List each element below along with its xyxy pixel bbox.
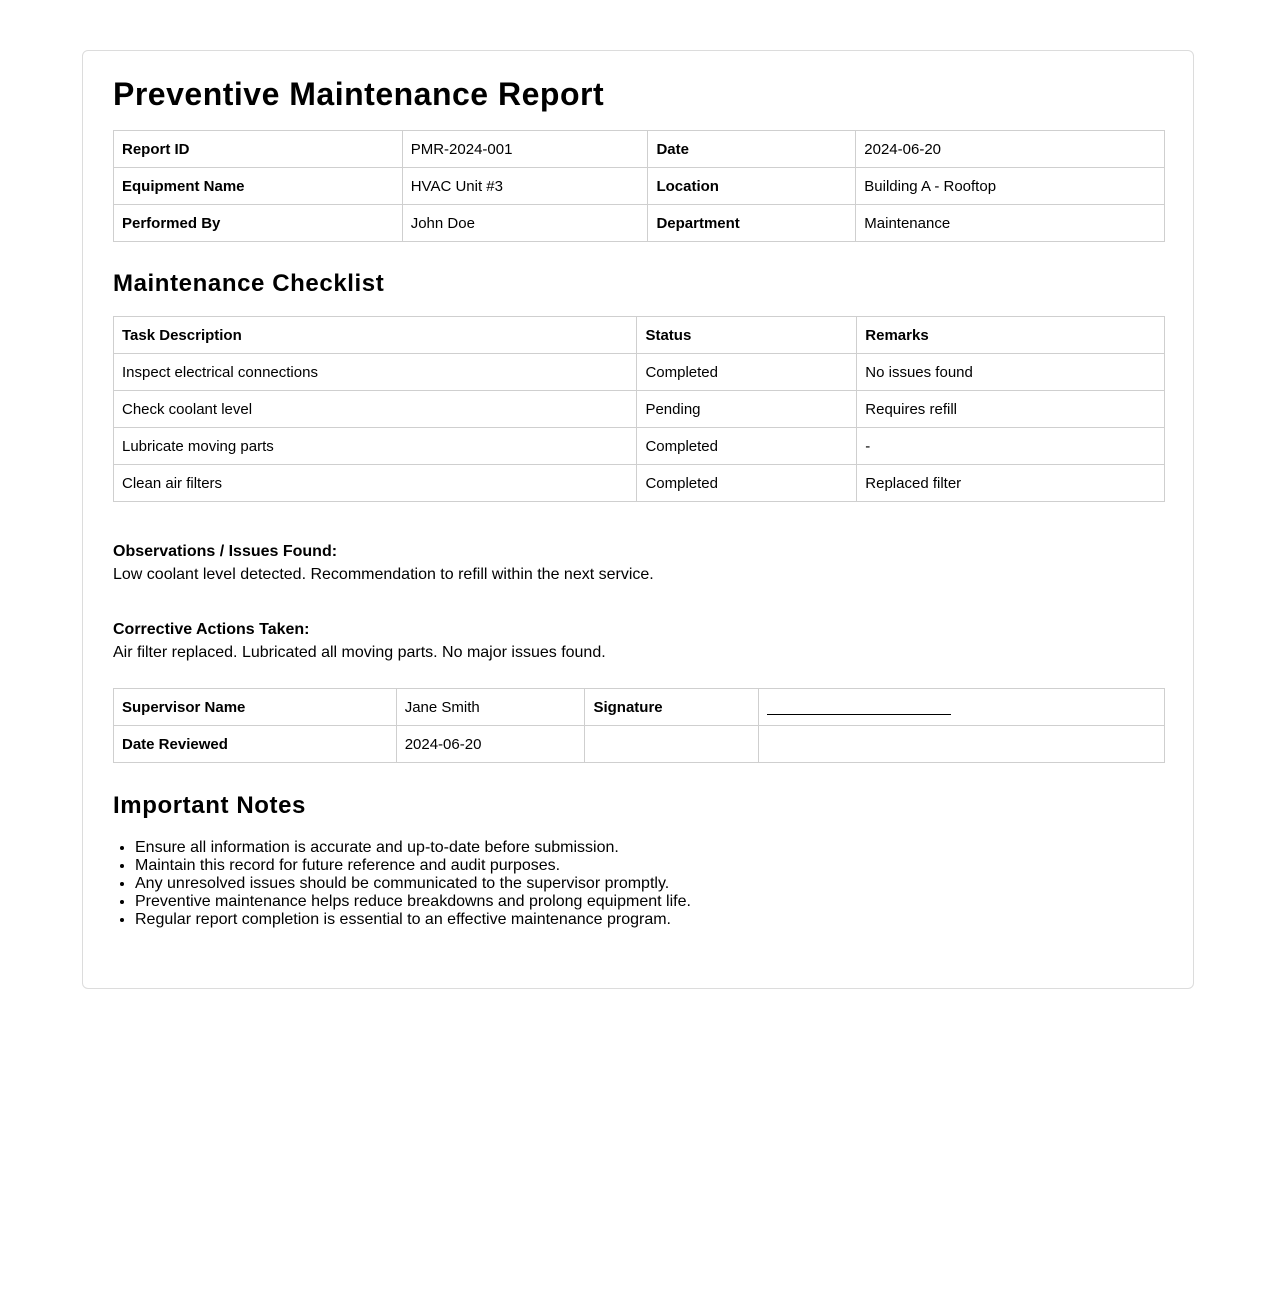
column-header-status: Status xyxy=(637,317,857,354)
empty-cell xyxy=(759,726,1165,763)
status-cell: Pending xyxy=(637,391,857,428)
date-label: Date xyxy=(648,131,856,168)
date-reviewed-label: Date Reviewed xyxy=(114,726,397,763)
table-row xyxy=(114,689,1165,726)
remarks-cell: Replaced filter xyxy=(857,465,1165,502)
report-card xyxy=(82,50,1194,989)
table-row xyxy=(114,205,1165,242)
corrective-actions-section xyxy=(113,618,1163,664)
status-cell: Completed xyxy=(637,465,857,502)
table-row xyxy=(114,131,1165,168)
status-cell: Completed xyxy=(637,354,857,391)
notes-heading: Important Notes xyxy=(113,792,307,819)
table-row xyxy=(114,428,1165,465)
table-row xyxy=(114,391,1165,428)
department-value: Maintenance xyxy=(856,205,1165,242)
table-row xyxy=(114,168,1165,205)
status-cell: Completed xyxy=(637,428,857,465)
column-header-task: Task Description xyxy=(114,317,637,354)
supervisor-value: Jane Smith xyxy=(396,689,585,726)
remarks-cell: - xyxy=(857,428,1165,465)
empty-cell xyxy=(585,726,759,763)
observations-label: Observations / Issues Found: xyxy=(113,543,338,560)
list-item: • Maintain this record for future reference and audit purposes. xyxy=(135,857,1163,875)
page-title: Preventive Maintenance Report xyxy=(113,76,605,112)
checklist-heading: Maintenance Checklist xyxy=(113,270,385,297)
task-cell: Clean air filters xyxy=(114,465,637,502)
task-cell: Check coolant level xyxy=(114,391,637,428)
list-item: • Ensure all information is accurate and up-to-date before submission. xyxy=(135,839,1163,857)
date-value: 2024-06-20 xyxy=(856,131,1165,168)
report-id-value: PMR-2024-001 xyxy=(402,131,648,168)
table-row xyxy=(114,465,1165,502)
observations-text: Low coolant level detected. Recommendation to refill within the next service. xyxy=(113,566,654,583)
task-cell: Lubricate moving parts xyxy=(114,428,637,465)
equipment-label: Equipment Name xyxy=(114,168,403,205)
checklist-table xyxy=(113,316,1165,502)
review-table xyxy=(113,688,1165,763)
remarks-cell: Requires refill xyxy=(857,391,1165,428)
table-row xyxy=(114,726,1165,763)
task-cell: Inspect electrical connections xyxy=(114,354,637,391)
location-value: Building A - Rooftop xyxy=(856,168,1165,205)
column-header-remarks: Remarks xyxy=(857,317,1165,354)
corrective-actions-label: Corrective Actions Taken: xyxy=(113,621,310,638)
department-label: Department xyxy=(648,205,856,242)
date-reviewed-value: 2024-06-20 xyxy=(396,726,585,763)
report-info-table xyxy=(113,130,1165,242)
performed-by-value: John Doe xyxy=(402,205,648,242)
notes-list xyxy=(113,839,1163,929)
observations-section xyxy=(113,540,1163,586)
signature-line xyxy=(767,700,951,715)
remarks-cell: No issues found xyxy=(857,354,1165,391)
location-label: Location xyxy=(648,168,856,205)
supervisor-label: Supervisor Name xyxy=(114,689,397,726)
signature-label: Signature xyxy=(585,689,759,726)
list-item: • Regular report completion is essential to an effective maintenance program. xyxy=(135,911,1163,929)
list-item: • Preventive maintenance helps reduce breakdowns and prolong equipment life. xyxy=(135,893,1163,911)
signature-cell xyxy=(759,689,1165,726)
table-header-row xyxy=(114,317,1165,354)
list-item: • Any unresolved issues should be communicated to the supervisor promptly. xyxy=(135,875,1163,893)
report-id-label: Report ID xyxy=(114,131,403,168)
corrective-actions-text: Air filter replaced. Lubricated all moving parts. No major issues found. xyxy=(113,644,606,661)
table-row xyxy=(114,354,1165,391)
equipment-value: HVAC Unit #3 xyxy=(402,168,648,205)
performed-by-label: Performed By xyxy=(114,205,403,242)
